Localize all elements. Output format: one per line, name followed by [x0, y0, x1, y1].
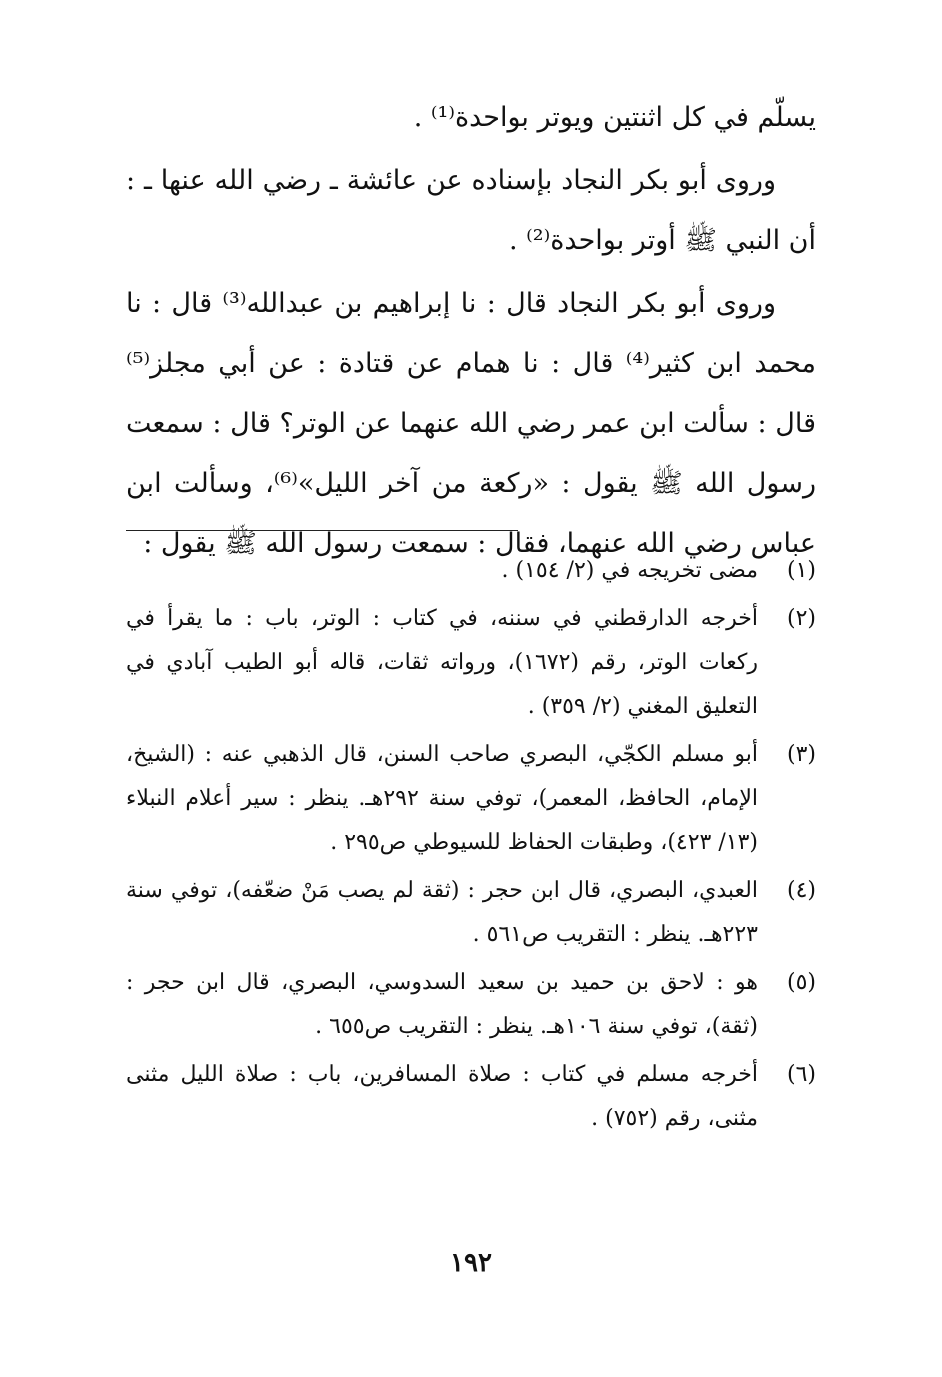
footnote-number: (٢): [786, 606, 816, 631]
footnotes: [126, 549, 816, 1141]
footnote-text: هو : لاحق بن حميد بن سعيد السدوسي، البصري، قال ابن حجر : (ثقة)، توفي سنة ١٠٦هـ. ينظر : التقريب ص٦٥٥ .: [126, 970, 758, 1039]
paragraph-1: يسلّم في كل اثنتين ويوتر بواحدة⁽¹⁾ .: [413, 102, 816, 133]
footnote-number: (٤): [786, 878, 816, 903]
footnote-text: مضى تخريجه في (٢/ ١٥٤) .: [501, 558, 758, 583]
paragraph-3: وروى أبو بكر النجاد قال : نا إبراهيم بن عبدالله⁽³⁾ قال : نا محمد ابن كثير⁽⁴⁾ قال : نا همام عن قتادة : عن أبي مجلز⁽⁵⁾ قال : سألت ابن عمر رضي الله عنهما عن الوتر؟ قال : سمعت رسول الله ﷺ يقول : «ركعة من آخر الليل»⁽⁶⁾، وسألت ابن عباس رضي الله عنهما، فقال : سمعت رسول الله ﷺ يقول :: [126, 288, 816, 559]
footnote-6: [126, 1053, 816, 1141]
footnote-number: (٣): [786, 742, 816, 767]
footnote-text: أخرجه مسلم في كتاب : صلاة المسافرين، باب : صلاة الليل مثنى مثنى، رقم (٧٥٢) .: [126, 1062, 758, 1131]
page-number: ١٩٢: [450, 1248, 492, 1278]
footnote-5: [126, 961, 816, 1049]
footnote-text: أخرجه الدارقطني في سننه، في كتاب : الوتر، باب : ما يقرأ في ركعات الوتر، رقم (١٦٧٢)، ورواته ثقات، قاله أبو الطيب آبادي في التعليق المغني (٢/ ٣٥٩) .: [126, 606, 758, 719]
footnote-text: العبدي، البصري، قال ابن حجر : (ثقة لم يصب مَنْ ضعّفه)، توفي سنة ٢٢٣هـ. ينظر : التقريب ص٥٦١ .: [126, 878, 758, 947]
footnote-number: (٦): [786, 1062, 816, 1087]
footnote-text: أبو مسلم الكجّي، البصري صاحب السنن، قال الذهبي عنه : (الشيخ، الإمام، الحافظ، المعمر)، توفي سنة ٢٩٢هـ. ينظر : سير أعلام النبلاء (١٣/ ٤٢٣)، وطبقات الحفاظ للسيوطي ص٢٩٥ .: [126, 742, 758, 855]
main-text: [126, 88, 816, 574]
footnote-1: [126, 549, 816, 593]
footnote-3: [126, 733, 816, 865]
footnote-divider: [126, 530, 518, 531]
footnote-4: [126, 869, 816, 957]
footnote-number: (٥): [786, 970, 816, 995]
footnote-2: [126, 597, 816, 729]
paragraph-2: وروى أبو بكر النجاد بإسناده عن عائشة ـ رضي الله عنها ـ : أن النبي ﷺ أوتر بواحدة⁽²⁾ .: [126, 165, 816, 256]
footnote-number: (١): [786, 558, 816, 583]
